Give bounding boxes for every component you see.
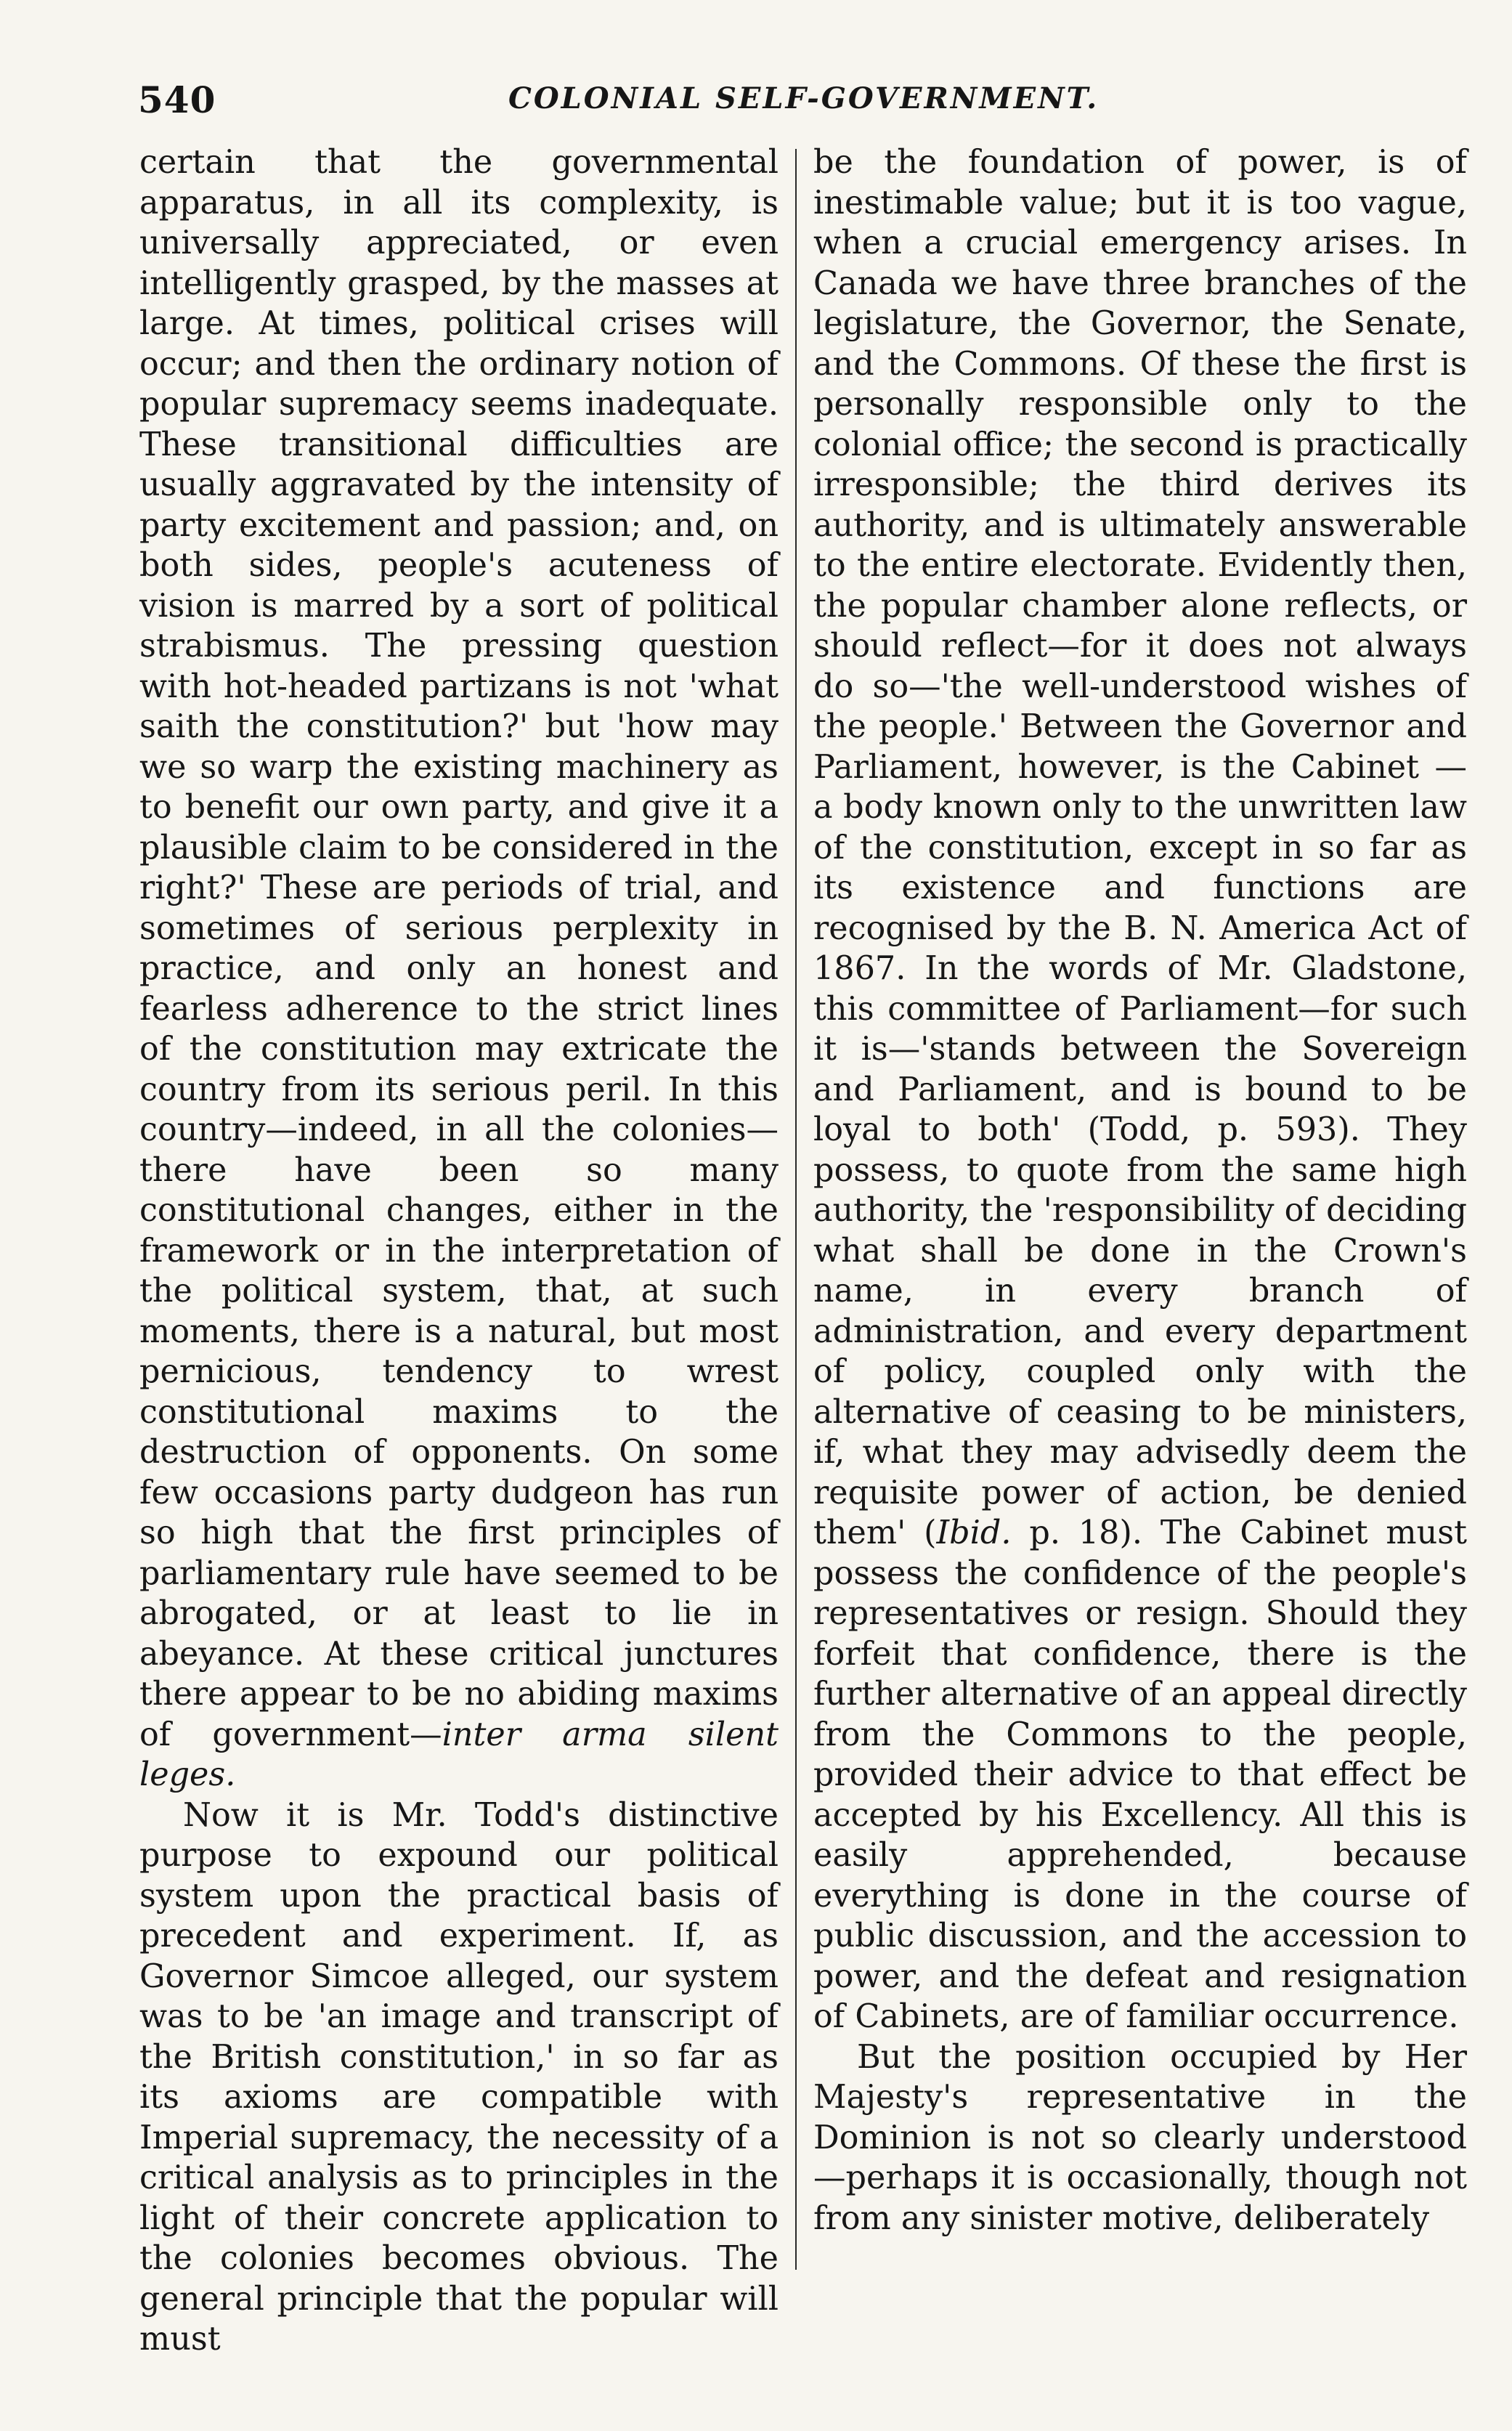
ibid-reference: Ibid. bbox=[936, 1514, 1012, 1551]
left-paragraph-1-text: certain that the governmental apparatus, in all its complexity, is universally appreciated, or even intelligently grasped, by the masses at large. At times, political crises will occur; and then the ordinary notion of popular supremacy seems inadequate. These transitional difficulties are usually aggravated by the intensity of party excitement and passion; and, on both sides, people's acuteness of vision is marred by a sort of political strabismus. The pressing question with hot-headed partizans is not 'what saith the constitution?' but 'how may we so warp the existing machinery as to benefit our own party, and give it a plausible claim to be considered in the right?' These are periods of trial, and sometimes of serious perplexity in practice, and only an honest and fearless adherence to the strict lines of the constitution may extricate the country from its serious peril. In this country—indeed, in all the colonies—there have been so many constitutional changes, either in the framework or in the interpretation of the political system, that, at such moments, there is a natural, but most pernicious, tendency to wrest constitutional maxims to the destruction of opponents. On some few occasions party dudgeon has run so high that the first principles of parliamentary rule have seemed to be abrogated, or at least to lie in abeyance. At these critical junctures there appear to be no abiding maxims of government— bbox=[139, 144, 779, 1753]
left-paragraph-1 bbox=[139, 142, 779, 1795]
right-column bbox=[813, 142, 1467, 2239]
right-paragraph-1-text-a: be the foundation of power, is of inestimable value; but it is too vague, when a crucial emergency arises. In Canada we have three branches of the legislature, the Governor, the Senate, and the Commons. Of these the first is personally responsible only to the colonial office; the second is practically irresponsible; the third derives its authority, and is ultimately answerable to the entire electorate. Evidently then, the popular chamber alone reflects, or should reflect—for it does not always do so—'the well-understood wishes of the people.' Between the Governor and Parliament, however, is the Cabinet — a body known only to the unwritten law of the constitution, except in so far as its existence and functions are recognised by the B. N. America Act of 1867. In the words of Mr. Gladstone, this committee of Parliament—for such it is—'stands between the Sovereign and Parliament, and is bound to be loyal to both' (Todd, p. 593). They possess, to quote from the same high authority, the 'responsibility of deciding what shall be done in the Crown's name, in every branch of administration, and every department of policy, coupled only with the alternative of ceasing to be ministers, if, what they may advisedly deem the requisite power of action, be denied them' ( bbox=[813, 144, 1467, 1551]
page-number: 540 bbox=[138, 78, 216, 121]
left-paragraph-2: Now it is Mr. Todd's distinctive purpose to expound our political system upon the practical basis of precedent and experiment. If, as Governor Simcoe alleged, our system was to be 'an image and transcript of the British constitution,' in so far as its axioms are compatible with Imperial supremacy, the necessity of a critical analysis as to principles in the light of their concrete application to the colonies becomes obvious. The general principle that the popular will must bbox=[139, 1796, 779, 2358]
right-paragraph-1 bbox=[813, 142, 1467, 2037]
latin-phrase: inter arma silent leges. bbox=[139, 1716, 779, 1793]
right-paragraph-1-text-b: p. 18). The Cabinet must possess the confidence of the people's representatives or resign. Should they forfeit that confidence, there is the further alternative of an appeal directly from the Commons to the people, provided their advice to that effect be accepted by his Excellency. All this is easily apprehended, because everything is done in the course of public discussion, and the accession to power, and the defeat and resignation of Cabinets, are of familiar occurrence. bbox=[813, 1514, 1467, 2035]
right-paragraph-2: But the position occupied by Her Majesty's representative in the Dominion is not so clearly understood—perhaps it is occasionally, though not from any sinister motive, deliberately bbox=[813, 2038, 1467, 2237]
column-divider bbox=[795, 149, 797, 2270]
left-column bbox=[139, 142, 779, 2360]
running-title: COLONIAL SELF-GOVERNMENT. bbox=[508, 81, 1100, 115]
